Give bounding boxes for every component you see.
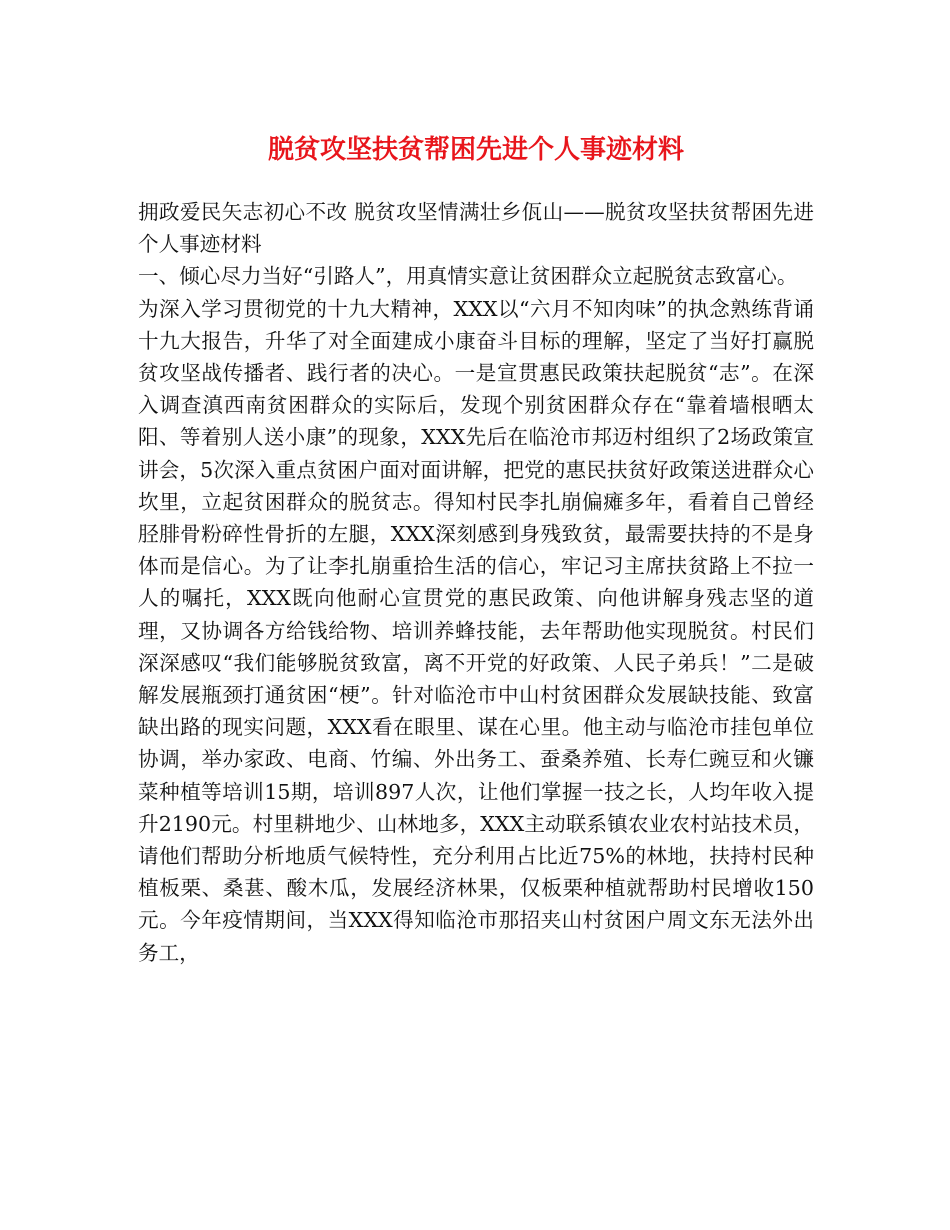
subtitle-paragraph: 拥政爱民矢志初心不改 脱贫攻坚情满壮乡佤山——脱贫攻坚扶贫帮困先进个人事迹材料 [138, 200, 814, 257]
document-title: 脱贫攻坚扶贫帮困先进个人事迹材料 [267, 135, 684, 165]
document-body [138, 196, 814, 969]
section-heading-paragraph: 一、倾心尽力当好“引路人”，用真情实意让贫困群众立起脱贫志致富心。 [138, 264, 798, 289]
body-paragraph: 为深入学习贯彻党的十九大精神，XXX以“六月不知肉味”的执念熟练背诵十九大报告，升华了对全面建成小康奋斗目标的理解，坚定了当好打赢脱贫攻坚战传播者、践行者的决心。一是宣贯惠民政策扶起脱贫“志”。在深入调查滇西南贫困群众的实际后，发现个别贫困群众存在“靠着墙根晒太阳、等着别人送小康”的现象，XXX先后在临沧市邦迈村组织了2场政策宣讲会，5次深入重点贫困户面对面讲解，把党的惠民扶贫好政策送进群众心坎里，立起贫困群众的脱贫志。得知村民李扎崩偏瘫多年，看着自己曾经胫腓骨粉碎性骨折的左腿，XXX深刻感到身残致贫，最需要扶持的不是身体而是信心。为了让李扎崩重拾生活的信心，牢记习主席扶贫路上不拉一人的嘱托，XXX既向他耐心宣贯党的惠民政策、向他讲解身残志坚的道理，又协调各方给钱给物、培训养蜂技能，去年帮助他实现脱贫。村民们深深感叹“我们能够脱贫致富，离不开党的好政策、人民子弟兵！”二是破解发展瓶颈打通贫困“梗”。针对临沧市中山村贫困群众发展缺技能、致富缺出路的现实问题，XXX看在眼里、谋在心里。他主动与临沧市挂包单位协调，举办家政、电商、竹编、外出务工、蚕桑养殖、长寿仁豌豆和火镰菜种植等培训15期，培训897人次，让他们掌握一技之长，人均年收入提升2190元。村里耕地少、山林地多，XXX主动联系镇农业农村站技术员，请他们帮助分析地质气候特性，充分利用占比近75%的林地，扶持村民种植板栗、桑葚、酸木瓜，发展经济林果，仅板栗种植就帮助村民增收150元。今年疫情期间，当XXX得知临沧市那招夹山村贫困户周文东无法外出务工， [138, 296, 814, 965]
document-page [138, 0, 814, 1230]
